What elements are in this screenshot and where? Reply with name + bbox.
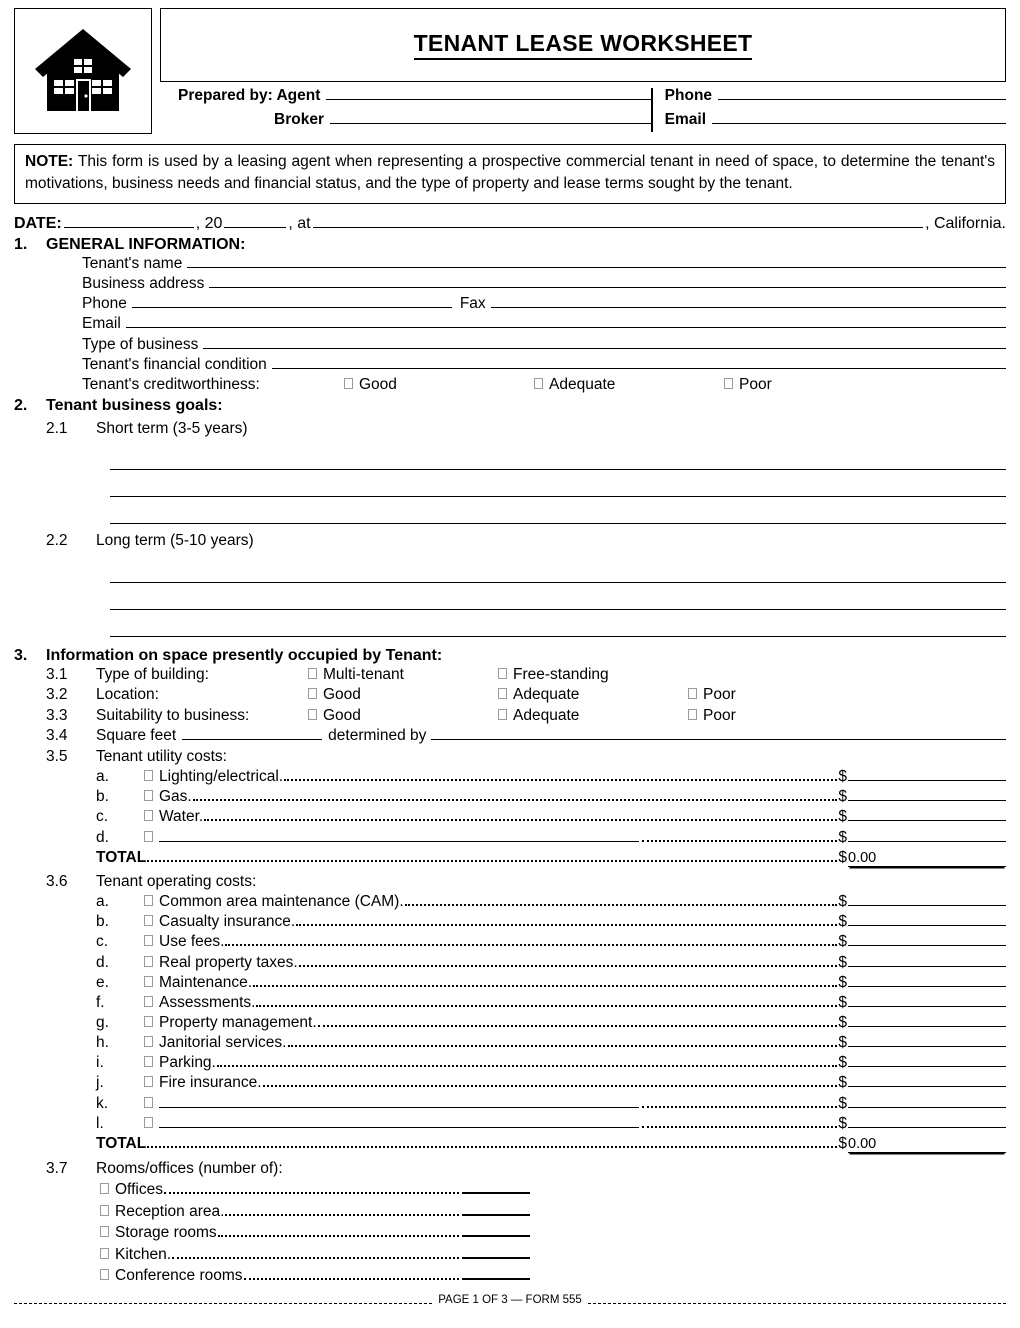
option-label: Adequate (513, 686, 580, 704)
total-label: TOTAL (96, 848, 147, 866)
date-year-prefix: , 20 (195, 215, 223, 232)
section-3-4-row (46, 726, 1006, 746)
currency-symbol: $ (838, 768, 847, 786)
section-3-3-row (46, 706, 1006, 726)
financial-condition-row (82, 355, 1006, 375)
currency-symbol: $ (838, 808, 847, 826)
room-count-input[interactable] (462, 1244, 530, 1259)
room-row (100, 1244, 530, 1265)
item-letter: h. (96, 1034, 109, 1052)
section-2-title: Tenant business goals: (46, 396, 223, 414)
custom-item-input[interactable] (159, 1094, 639, 1108)
creditworthiness-row (82, 375, 1006, 395)
square-feet-input[interactable] (182, 726, 322, 740)
email-input[interactable] (126, 314, 1006, 328)
section-3-1-row (46, 665, 1006, 685)
section-1-title: GENERAL INFORMATION: (46, 236, 246, 253)
item-label: Fire insurance. (159, 1074, 262, 1092)
dot-leader (147, 1137, 837, 1148)
checkbox-icon[interactable] (144, 831, 153, 842)
rooms-title: Rooms/offices (number of): (96, 1159, 283, 1177)
suitability-option-poor[interactable] (688, 706, 736, 726)
section-3-5-row (46, 747, 1006, 767)
dot-leader (263, 1076, 838, 1087)
currency-symbol: $ (838, 848, 847, 866)
date-year-input[interactable] (224, 214, 286, 228)
checkbox-icon[interactable] (144, 996, 153, 1007)
header-right (160, 8, 1006, 134)
item-label: Use fees. (159, 933, 225, 951)
amount-input[interactable] (848, 953, 1006, 967)
section-3-5-number: 3.5 (46, 747, 68, 765)
utility-cost-row (96, 807, 1006, 827)
email-label: Email (664, 111, 707, 128)
section-3-number: 3. (14, 646, 28, 664)
dot-leader (256, 996, 837, 1007)
long-term-line-2[interactable] (110, 583, 1006, 610)
dot-leader (299, 956, 838, 967)
checkbox-icon[interactable] (144, 770, 153, 781)
long-term-line-3[interactable] (110, 610, 1006, 637)
logo-box (14, 8, 152, 134)
note-label: NOTE: (25, 153, 74, 170)
currency-symbol: $ (838, 1094, 847, 1112)
note-text: This form is used by a leasing agent when representing a prospective commercial tenant in need of space, to determine the tenant's motivations, business needs and financial status, and the type of property and lease terms sought by the tenant. (25, 153, 995, 192)
operating-cost-row (96, 1013, 1006, 1033)
currency-symbol: $ (838, 913, 847, 931)
item-letter: a. (96, 893, 109, 911)
operating-cost-row (96, 912, 1006, 932)
dot-leader (253, 976, 837, 987)
phone-field-row (665, 86, 1006, 105)
currency-symbol: $ (838, 1013, 847, 1031)
item-letter: d. (96, 828, 109, 846)
amount-input[interactable] (848, 807, 1006, 821)
utility-total-value: 0.00 (848, 851, 1006, 867)
section-3-1-label: Type of building: (96, 665, 209, 683)
dot-leader (318, 1016, 838, 1027)
dot-leader (244, 1269, 459, 1280)
determined-by-label: determined by (328, 727, 427, 745)
item-label: Common area maintenance (CAM). (159, 893, 404, 911)
operating-total-value: 0.00 (848, 1137, 1006, 1153)
email-field-row (665, 110, 1006, 129)
rooms-list (0, 1179, 1020, 1286)
option-label: Free-standing (513, 665, 609, 683)
agent-field-row (178, 86, 651, 105)
amount-input[interactable] (848, 1114, 1006, 1128)
operating-cost-row (96, 932, 1006, 952)
type-of-business-input[interactable] (203, 335, 1006, 349)
building-option-free-standing[interactable] (498, 665, 688, 685)
operating-cost-row (96, 953, 1006, 973)
option-label: Good (323, 706, 361, 724)
checkbox-icon[interactable] (144, 895, 153, 906)
section-3-3-number: 3.3 (46, 706, 68, 724)
section-2-1-row (46, 419, 1006, 439)
checkbox-icon[interactable] (144, 935, 153, 946)
option-label: Adequate (549, 375, 616, 393)
amount-input[interactable] (848, 1013, 1006, 1027)
business-address-input[interactable] (209, 274, 1006, 288)
item-label: Property management. (159, 1013, 317, 1031)
checkbox-icon[interactable] (100, 1248, 109, 1259)
house-logo-icon (31, 25, 135, 117)
dot-leader (284, 770, 837, 781)
email-row (82, 314, 1006, 334)
operating-costs-list (0, 892, 1020, 1134)
item-letter: b. (96, 913, 109, 931)
operating-costs-title: Tenant operating costs: (96, 872, 257, 890)
dot-leader (642, 831, 837, 842)
creditworthiness-option-adequate[interactable] (534, 375, 724, 395)
short-term-line-2[interactable] (110, 470, 1006, 497)
date-state-suffix: , California. (925, 215, 1006, 232)
option-label: Poor (703, 686, 736, 704)
room-count-input[interactable] (462, 1222, 530, 1237)
dot-leader (147, 851, 837, 862)
amount-input[interactable] (848, 932, 1006, 946)
room-row (100, 1179, 530, 1200)
item-letter: g. (96, 1013, 109, 1031)
checkbox-icon[interactable] (100, 1269, 109, 1280)
dot-leader (172, 1248, 459, 1259)
form-header (14, 8, 1006, 134)
checkbox-icon[interactable] (144, 1117, 153, 1128)
location-option-poor[interactable] (688, 685, 736, 705)
footer-text: PAGE 1 OF 3 — FORM 555 (438, 1294, 582, 1306)
item-letter: j. (96, 1074, 104, 1092)
dot-leader (642, 1097, 837, 1108)
currency-symbol: $ (838, 953, 847, 971)
section-2-1-number: 2.1 (46, 419, 68, 437)
section-3-2-row (46, 685, 1006, 705)
dot-leader (642, 1117, 837, 1128)
business-address-row (82, 274, 1006, 294)
location-option-good[interactable] (308, 685, 498, 705)
checkbox-icon[interactable] (308, 668, 317, 679)
section-3-6-row (46, 872, 1006, 892)
form-page (0, 8, 1020, 1328)
section-3-1-number: 3.1 (46, 665, 68, 683)
amount-input[interactable] (848, 912, 1006, 926)
page-footer (14, 1294, 1006, 1306)
utility-costs-title: Tenant utility costs: (96, 747, 227, 765)
item-label: Parking. (159, 1054, 216, 1072)
dot-leader (405, 895, 838, 906)
financial-condition-input[interactable] (272, 355, 1006, 369)
operating-cost-row (96, 1033, 1006, 1053)
operating-cost-row (96, 1073, 1006, 1093)
checkbox-icon[interactable] (144, 1076, 153, 1087)
amount-input[interactable] (848, 787, 1006, 801)
room-row (100, 1201, 530, 1222)
broker-label: Broker (274, 111, 324, 128)
tenant-name-input[interactable] (187, 254, 1006, 268)
checkbox-icon[interactable] (498, 709, 507, 720)
section-3-7-number: 3.7 (46, 1159, 68, 1177)
item-letter: f. (96, 993, 105, 1011)
amount-input[interactable] (848, 1053, 1006, 1067)
amount-input[interactable] (848, 1033, 1006, 1047)
section-3-4-number: 3.4 (46, 727, 68, 745)
currency-symbol: $ (838, 788, 847, 806)
section-3-3-label: Suitability to business: (96, 706, 250, 724)
section-3-2-number: 3.2 (46, 686, 68, 704)
phone-input[interactable] (132, 294, 452, 308)
item-label: Lighting/electrical. (159, 768, 284, 786)
agent-input[interactable] (326, 86, 650, 100)
utility-cost-row (96, 767, 1006, 787)
location-option-adequate[interactable] (498, 685, 688, 705)
tenant-name-label: Tenant's name (82, 255, 183, 272)
footer-dash-right (588, 1296, 1006, 1304)
checkbox-icon[interactable] (144, 790, 153, 801)
type-of-business-label: Type of business (82, 335, 199, 353)
total-label: TOTAL (96, 1134, 147, 1152)
option-label: Multi-tenant (323, 665, 404, 683)
operating-cost-row (96, 993, 1006, 1013)
item-label: Janitorial services. (159, 1034, 287, 1052)
section-3-7-row (46, 1159, 1006, 1179)
custom-item-input[interactable] (159, 828, 639, 842)
amount-input[interactable] (848, 892, 1006, 906)
operating-cost-row-other (96, 1114, 1006, 1134)
operating-cost-row (96, 973, 1006, 993)
creditworthiness-label: Tenant's creditworthiness: (82, 375, 260, 393)
checkbox-icon[interactable] (144, 810, 153, 821)
utility-cost-row (96, 787, 1006, 807)
section-1-heading (14, 236, 1006, 254)
item-letter: l. (96, 1114, 104, 1132)
tenant-name-row (82, 254, 1006, 274)
header-divider (651, 88, 653, 132)
title-box (160, 8, 1006, 82)
prepared-by-block (160, 86, 651, 134)
custom-item-input[interactable] (159, 1114, 639, 1128)
checkbox-icon[interactable] (144, 1036, 153, 1047)
room-count-input[interactable] (462, 1265, 530, 1280)
amount-input[interactable] (848, 767, 1006, 781)
footer-dash-left (14, 1296, 432, 1304)
checkbox-icon[interactable] (534, 378, 543, 389)
section-1-body (82, 254, 1006, 395)
item-label: Assessments. (159, 993, 256, 1011)
date-day-input[interactable] (64, 214, 194, 228)
currency-symbol: $ (838, 1054, 847, 1072)
checkbox-icon[interactable] (144, 976, 153, 987)
contact-block (665, 86, 1006, 134)
operating-cost-row (96, 1053, 1006, 1073)
room-label: Conference rooms (115, 1266, 243, 1284)
date-at-label: , at (288, 215, 311, 232)
short-term-line-1[interactable] (110, 439, 1006, 470)
room-label: Reception area. (115, 1202, 225, 1220)
room-label: Kitchen. (115, 1245, 172, 1263)
checkbox-icon[interactable] (144, 1016, 153, 1027)
operating-cost-row (96, 892, 1006, 912)
checkbox-icon[interactable] (688, 709, 697, 720)
dot-leader (164, 1183, 459, 1194)
currency-symbol: $ (838, 1034, 847, 1052)
currency-symbol: $ (838, 1134, 847, 1152)
item-label: Maintenance. (159, 973, 253, 991)
section-2-2-row (46, 531, 1006, 551)
financial-condition-label: Tenant's financial condition (82, 355, 267, 373)
item-letter: c. (96, 808, 109, 826)
section-2-heading (14, 397, 1006, 415)
currency-symbol: $ (838, 893, 847, 911)
item-letter: d. (96, 953, 109, 971)
option-label: Adequate (513, 706, 580, 724)
prepared-by-row (160, 82, 1006, 134)
long-term-line-1[interactable] (110, 552, 1006, 583)
business-address-label: Business address (82, 275, 205, 293)
checkbox-icon[interactable] (144, 956, 153, 967)
option-label: Poor (739, 375, 772, 393)
checkbox-icon[interactable] (308, 688, 317, 699)
item-letter: k. (96, 1094, 109, 1112)
section-3-heading (14, 647, 1006, 665)
checkbox-icon[interactable] (724, 378, 733, 389)
section-2-1-label: Short term (3-5 years) (96, 419, 248, 437)
note-box (14, 144, 1006, 204)
phone-label: Phone (82, 295, 127, 313)
section-2-number: 2. (14, 396, 28, 414)
suitability-option-adequate[interactable] (498, 706, 688, 726)
page-title: TENANT LEASE WORKSHEET (414, 30, 753, 60)
amount-input[interactable] (848, 993, 1006, 1007)
item-letter: b. (96, 788, 109, 806)
room-row (100, 1265, 530, 1286)
fax-label: Fax (459, 295, 486, 313)
dot-leader (217, 1056, 838, 1067)
section-2-2-label: Long term (5-10 years) (96, 532, 254, 550)
dot-leader (218, 1226, 459, 1237)
checkbox-icon[interactable] (688, 688, 697, 699)
date-line (14, 214, 1006, 233)
utility-total-row (96, 848, 1006, 869)
option-label: Poor (703, 706, 736, 724)
room-count-input[interactable] (462, 1201, 530, 1216)
utility-cost-row-other (96, 828, 1006, 848)
checkbox-icon[interactable] (100, 1183, 109, 1194)
creditworthiness-option-good[interactable] (344, 375, 534, 395)
amount-input[interactable] (848, 1073, 1006, 1087)
dot-leader (225, 1205, 459, 1216)
currency-symbol: $ (838, 973, 847, 991)
currency-symbol: $ (838, 828, 847, 846)
option-label: Good (323, 686, 361, 704)
checkbox-icon[interactable] (144, 915, 153, 926)
item-label: Casualty insurance. (159, 913, 296, 931)
room-count-input[interactable] (462, 1179, 530, 1194)
broker-field-row (178, 110, 651, 129)
checkbox-icon[interactable] (344, 378, 353, 389)
item-label: Gas. (159, 788, 192, 806)
section-3-title: Information on space presently occupied by Tenant: (46, 646, 443, 664)
operating-cost-row-other (96, 1094, 1006, 1114)
email-input[interactable] (712, 110, 1006, 124)
option-label: Good (359, 375, 397, 393)
checkbox-icon[interactable] (144, 1097, 153, 1108)
fax-input[interactable] (491, 294, 1006, 308)
checkbox-icon[interactable] (308, 709, 317, 720)
room-row (100, 1222, 530, 1243)
dot-leader (225, 935, 837, 946)
amount-input[interactable] (848, 1094, 1006, 1108)
date-city-input[interactable] (313, 214, 923, 228)
room-label: Storage rooms (115, 1224, 217, 1242)
currency-symbol: $ (838, 933, 847, 951)
creditworthiness-option-poor[interactable] (724, 375, 772, 395)
item-letter: e. (96, 973, 109, 991)
item-label: Real property taxes. (159, 953, 298, 971)
dot-leader (204, 810, 837, 821)
type-of-business-row (82, 335, 1006, 355)
suitability-option-good[interactable] (308, 706, 498, 726)
checkbox-icon[interactable] (144, 1056, 153, 1067)
agent-label: Prepared by: Agent (178, 87, 321, 104)
date-label: DATE: (14, 215, 62, 232)
checkbox-icon[interactable] (100, 1226, 109, 1237)
operating-total-row (96, 1134, 1006, 1155)
short-term-line-3[interactable] (110, 497, 1006, 524)
section-2-2-number: 2.2 (46, 532, 68, 550)
item-letter: a. (96, 768, 109, 786)
phone-input[interactable] (718, 86, 1006, 100)
dot-leader (296, 915, 837, 926)
email-label: Email (82, 315, 121, 333)
item-letter: c. (96, 933, 109, 951)
dot-leader (288, 1036, 838, 1047)
currency-symbol: $ (838, 1074, 847, 1092)
broker-input[interactable] (330, 110, 651, 124)
building-option-multi-tenant[interactable] (308, 665, 498, 685)
determined-by-input[interactable] (431, 726, 1006, 740)
dot-leader (193, 790, 838, 801)
currency-symbol: $ (838, 1114, 847, 1132)
amount-input[interactable] (848, 973, 1006, 987)
amount-input[interactable] (848, 828, 1006, 842)
section-3-6-number: 3.6 (46, 872, 68, 890)
item-label: Water. (159, 808, 204, 826)
item-letter: i. (96, 1054, 104, 1072)
phone-fax-row (82, 294, 1006, 314)
phone-label: Phone (664, 87, 713, 104)
room-label: Offices (115, 1181, 163, 1199)
checkbox-icon[interactable] (498, 668, 507, 679)
currency-symbol: $ (838, 993, 847, 1011)
checkbox-icon[interactable] (498, 688, 507, 699)
section-3-2-label: Location: (96, 686, 159, 704)
checkbox-icon[interactable] (100, 1205, 109, 1216)
section-1-number: 1. (14, 236, 28, 253)
square-feet-label: Square feet (96, 727, 177, 745)
